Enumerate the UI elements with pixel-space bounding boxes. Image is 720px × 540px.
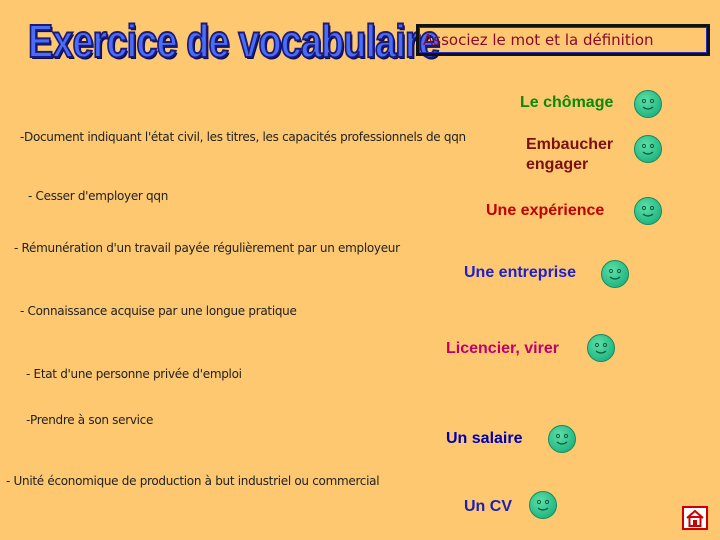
home-icon[interactable] — [682, 506, 708, 530]
smiley-icon[interactable] — [548, 425, 576, 453]
smiley-icon[interactable] — [634, 197, 662, 225]
word-licencier[interactable]: Licencier, virer — [446, 340, 559, 357]
smiley-icon[interactable] — [634, 90, 662, 118]
definition-salaire[interactable]: - Rémunération d'un travail payée régulièrement par un employeur — [14, 241, 400, 255]
definition-licencier[interactable]: - Cesser d'employer qqn — [28, 189, 168, 203]
instruction-box: Associez le mot et la définition — [416, 24, 710, 56]
definition-chomage[interactable]: - Etat d'une personne privée d'emploi — [26, 367, 242, 381]
word-embaucher[interactable] — [526, 135, 613, 175]
word-embaucher-line2: engager — [526, 156, 589, 173]
definition-cv[interactable]: -Document indiquant l'état civil, les titres, les capacités professionnels de qqn — [20, 130, 466, 144]
word-chomage[interactable]: Le chômage — [520, 94, 614, 111]
smiley-icon[interactable] — [529, 491, 557, 519]
smiley-icon[interactable] — [634, 135, 662, 163]
definition-entreprise[interactable]: - Unité économique de production à but industriel ou commercial — [6, 474, 380, 488]
word-cv[interactable]: Un CV — [464, 498, 512, 515]
word-entreprise[interactable]: Une entreprise — [464, 264, 577, 281]
page-title: Exercice de vocabulaire — [28, 15, 439, 67]
smiley-icon[interactable] — [587, 334, 615, 362]
definition-experience[interactable]: - Connaissance acquise par une longue pratique — [20, 304, 297, 318]
smiley-icon[interactable] — [601, 260, 629, 288]
word-experience[interactable]: Une expérience — [486, 202, 605, 219]
word-embaucher-line1: Embaucher — [526, 136, 614, 153]
word-salaire[interactable]: Un salaire — [446, 430, 523, 447]
definition-embaucher[interactable]: -Prendre à son service — [26, 413, 154, 427]
